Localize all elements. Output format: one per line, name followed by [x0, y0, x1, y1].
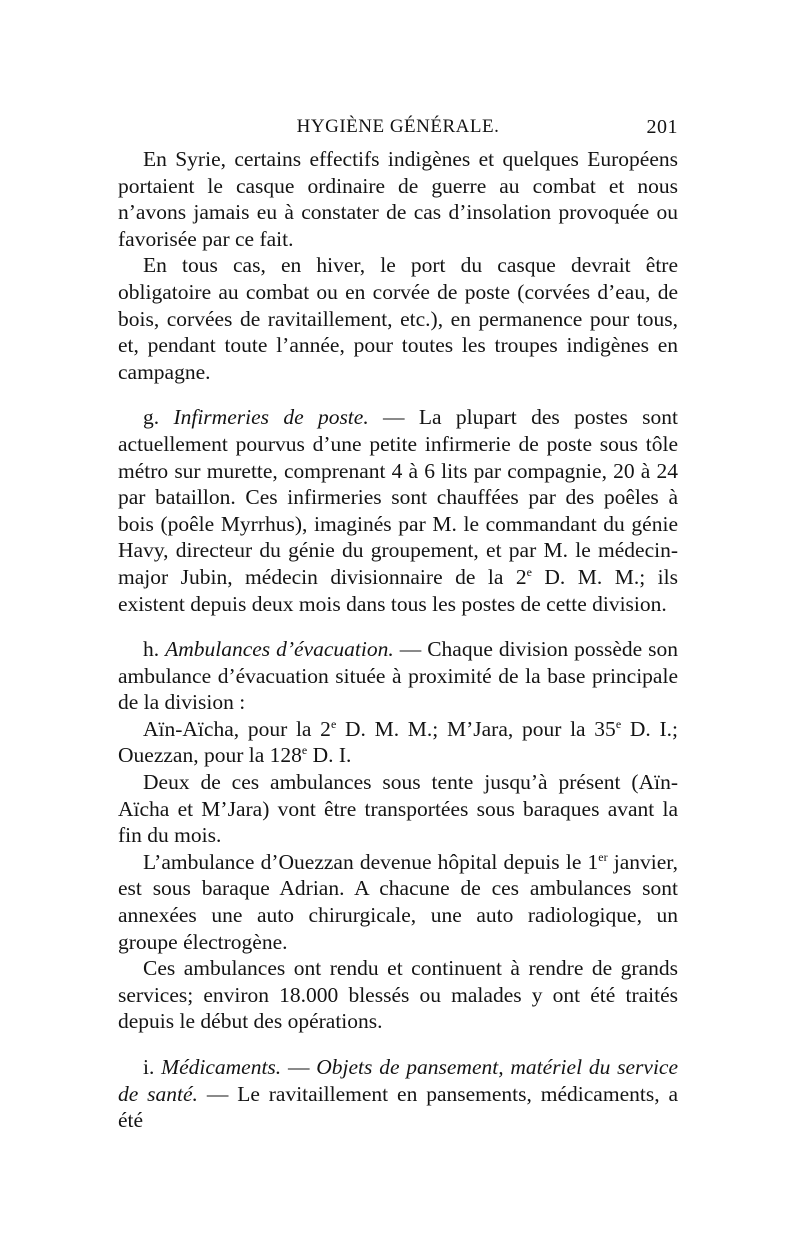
- list-sup-b: e: [615, 716, 622, 731]
- section-i-subheading: Objets de pansement, matériel du service de santé.: [118, 1055, 679, 1106]
- ouezzan-text-b: janvier, est sous baraque Adrian. A chacune de ces ambulances sont annexées une auto chirurgicale, une auto radiologique, un groupe électrogène.: [118, 849, 678, 954]
- section-h-ambulances: [118, 636, 678, 716]
- section-g-heading: Infirmeries de poste.: [173, 405, 369, 430]
- list-part-c: D. I.; Ouezzan, pour la 128: [118, 716, 678, 768]
- running-header: [118, 112, 678, 146]
- list-part-d: D. I.: [307, 743, 352, 768]
- list-sup-c: e: [301, 743, 308, 758]
- section-i-medicaments: [118, 1054, 678, 1134]
- paragraph-syrie: En Syrie, certains effectifs indigènes et quelques Européens portaient le casque ordinaire de guerre au combat et nous n’avons jamais eu à constater de cas d’insolation provoquée ou favorisée par ce fait.: [118, 147, 678, 251]
- section-i-dash2: —: [197, 1081, 238, 1106]
- section-h-dash: —: [393, 637, 428, 662]
- ouezzan-text-a: L’ambulance d’Ouezzan devenue hôpital depuis le 1: [143, 849, 599, 874]
- section-i-text: Le ravitaillement en pansements, médicaments, a été: [118, 1081, 678, 1133]
- paragraph-ambulance-ouezzan: [118, 849, 678, 955]
- section-g-infirmeries: [118, 404, 678, 617]
- section-h-text: Chaque division possède son ambulance d’évacuation située à proximité de la base principale de la division :: [118, 637, 679, 715]
- page: [118, 112, 678, 1134]
- section-g-text-end: D. M. M.; ils existent depuis deux mois dans tous les postes de cette division.: [118, 564, 678, 616]
- paragraph-deux-ambulances: Deux de ces ambulances sous tente jusqu’à présent (Aïn-Aïcha et M’Jara) vont être transportées sous baraques avant la fin du mois.: [118, 770, 678, 848]
- section-i-label: i.: [143, 1055, 155, 1079]
- section-g-text: La plupart des postes sont actuellement pourvus d’une petite infirmerie de poste sous tôle métro sur murette, comprenant 4 à 6 lits par compagnie, 20 à 24 par bataillon. Ces infirmeries sont chauffées par des poêles à bois (poêle Myrrhus), imaginés par M. le commandant du génie Havy, directeur du génie du groupement, et par M. le médecin-major Jubin, médecin divisionnaire de la 2: [118, 405, 678, 589]
- section-h-label: h.: [143, 637, 160, 662]
- section-i-heading: Médicaments.: [161, 1055, 282, 1079]
- list-part-a: Aïn-Aïcha, pour la 2: [143, 716, 331, 741]
- list-part-b: D. M. M.; M’Jara, pour la 35: [336, 716, 616, 741]
- section-i-dash: —: [281, 1055, 317, 1079]
- section-g-label: g.: [143, 405, 160, 430]
- section-g-dash: —: [368, 405, 419, 430]
- ouezzan-sup: er: [598, 849, 608, 864]
- running-title: HYGIÈNE GÉNÉRALE.: [296, 116, 500, 137]
- page-number: 201: [646, 116, 678, 138]
- paragraph-services: Ces ambulances ont rendu et continuent à rendre de grands services; environ 18.000 blessés ou malades y ont été traités depuis le début des opérations.: [118, 956, 678, 1034]
- section-h-heading: Ambulances d’évacuation.: [165, 637, 394, 662]
- paragraph-ambulance-list: [118, 716, 678, 769]
- paragraph-casque: En tous cas, en hiver, le port du casque devrait être obligatoire au combat ou en corvée de poste (corvées d’eau, de bois, corvées de ravitaillement, etc.), en permanence pour tous, et, pendant toute l’année, pour toutes les troupes indigènes en campagne.: [118, 253, 678, 384]
- section-g-sup: e: [526, 564, 532, 579]
- list-sup-a: e: [330, 716, 337, 731]
